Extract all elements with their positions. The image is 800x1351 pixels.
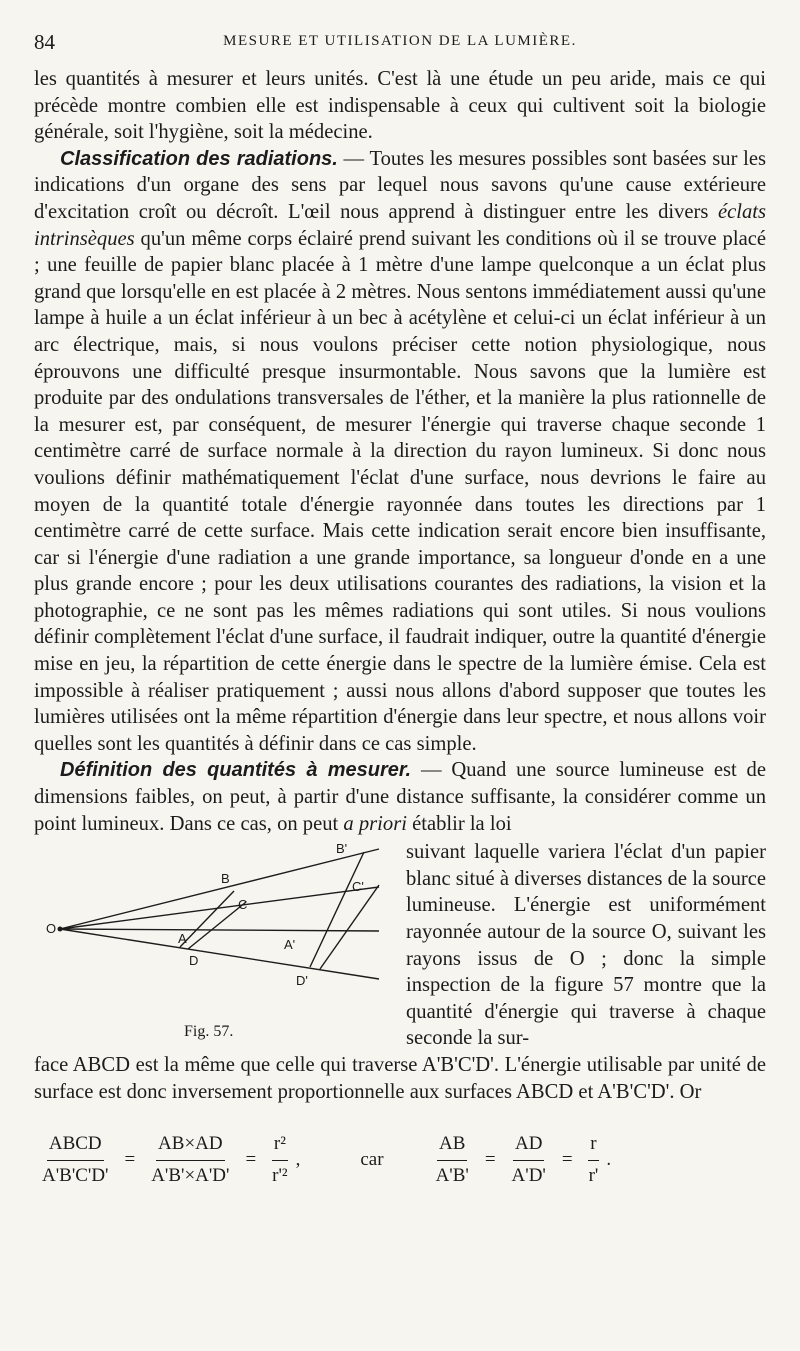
equals-sign: = [484,1148,496,1170]
formula-line [34,1131,766,1189]
numerator: ABCD [47,1131,104,1161]
fraction-abcd [40,1131,110,1189]
section-heading-definition: Définition des quantités à mesurer. [60,759,412,782]
label-a: A [178,931,187,947]
equals-sign: = [561,1148,573,1170]
denominator: r'² [272,1164,288,1186]
numerator: r² [272,1131,288,1161]
numerator: AB [437,1131,467,1161]
segment-a2b2 [310,852,364,967]
label-o: O [46,921,57,937]
equals-sign: = [124,1148,136,1170]
denominator: A'B'C'D' [42,1164,109,1186]
page-body [34,66,766,1189]
denominator: r' [588,1164,599,1186]
source-point [58,927,63,932]
comma: , [295,1148,301,1170]
ray-middle-lower [60,929,379,931]
label-d: D [189,953,199,969]
label-b: B [221,871,230,887]
fraction-ab-ad [149,1131,231,1189]
denominator: A'B'×A'D' [151,1164,230,1186]
page-number: 84 [34,30,55,54]
paragraph-classification [34,146,766,758]
denominator: A'D' [511,1164,546,1186]
ray-upper [60,849,379,929]
figure-side-text: suivant laquelle variera l'éclat d'un papier blanc situé à diverses distances de la source lumineuse. L'énergie est uniformément rayonnée autour de la source O, suivant les rayons issus de O ; donc la simple inspection de la figure 57 montre que la quantité d'énergie qui traverse à chaque seconde la sur- [406,841,766,1050]
figure-caption: Fig. 57. [184,1023,234,1041]
section-heading-classification: Classification des radiations. [60,147,338,170]
label-c-prime: C' [352,879,364,895]
paragraph-intro: les quantités à mesurer et leurs unités. C'est là une étude un peu aride, mais ce qui précède montre combien elle est indispensable à ceux qui cultivent soit la biologie générale, soit l'hygiène, soit la médecine. [34,68,766,144]
figure-section [34,839,766,1052]
paragraph-text: qu'un même corps éclairé prend suivant les conditions où il se trouve placé ; une feuille de papier blanc placée à 1 mètre d'une lampe quelconque a un éclat plus grand que lorsqu'elle en est placée à 2 mètres. Nous sentons immédiatement aussi qu'une lampe à huile a un éclat inférieur à un bec à acétylène et celui-ci un éclat inférieur à un arc électrique, mais, si nous voulons préciser cette notion physiologique, nous éprouvons une difficulté presque insurmontable. Nous savons que la lumière est produite par des ondulations transversales de l'éther, et la manière la plus rationnelle de la mesurer est, par conséquent, de mesurer l'énergie qui traverse chaque seconde 1 centimètre carré de surface normale à la direction du rayon lumineux. Si donc nous voulions définir mathématiquement l'éclat d'une surface, nous devrions le faire au moyen de la quantité totale d'énergie rayonnée dans toutes les directions par 1 centimètre carré de cette surface. Mais cette indication serait encore bien insuffisante, car si l'énergie d'une radiation a une grande importance, sa longueur d'onde en a une plus grande encore ; pour les deux utilisations courantes des radiations, la vision et la photographie, ce ne sont pas les mêmes radiations qui sont utiles. Si nous voulions définir complètement l'éclat d'une surface, il faudrait indiquer, outre la quantité d'énergie mise en jeu, la répartition de cette énergie dans le spectre de la lumière émise. Cela est impossible à réaliser pratiquement ; aussi nous allons d'abord supposer que toutes les lumières utilisées ont la même répartition d'énergie dans leur spectre, et nous allons voir quelles sont les quantités à définir dans ce cas simple. [34,227,766,755]
numerator: r [588,1131,598,1161]
denominator: A'B' [435,1164,469,1186]
figure-57 [34,839,406,1047]
label-b-prime: B' [336,841,348,857]
paragraph-continuation: face ABCD est la même que celle qui traverse A'B'C'D'. L'énergie utilisable par unité de surface est donc inversement proportionnelle aux surfaces ABCD et A'B'C'D'. Or [34,1053,766,1103]
paragraph-text: — Quand une source lumineuse est de dimensions faibles, on peut, à partir d'une distance suffisante, la considérer comme un point lumineux. Dans ce cas, on peut [34,759,766,835]
emphasis-text: éclats intrinsèques [34,200,766,250]
running-title: MESURE ET UTILISATION DE LA LUMIÈRE. [223,33,577,49]
geometry-diagram [34,839,406,1019]
label-c: C [238,897,248,913]
paragraph-definition [34,757,766,837]
page-header [34,30,766,56]
paragraph-text: établir la loi [406,812,512,835]
fraction-ab [434,1131,471,1189]
fraction-r-squared [270,1131,289,1189]
word-car: car [360,1148,384,1170]
numerator: AD [513,1131,544,1161]
fraction-r [587,1131,601,1189]
equals-sign: = [245,1148,257,1170]
fraction-ad [510,1131,548,1189]
emphasis-text: a priori [343,812,407,835]
numerator: AB×AD [156,1131,225,1161]
paragraph-text: — Toutes les mesures possibles sont basées sur les indications d'un organe des sens par lequel nous savons qu'une cause extérieure d'excitation croît ou décroît. L'œil nous apprend à distinguer entre les divers [34,147,766,223]
period: . [606,1148,612,1170]
label-d-prime: D' [296,973,308,989]
label-a-prime: A' [284,937,296,953]
